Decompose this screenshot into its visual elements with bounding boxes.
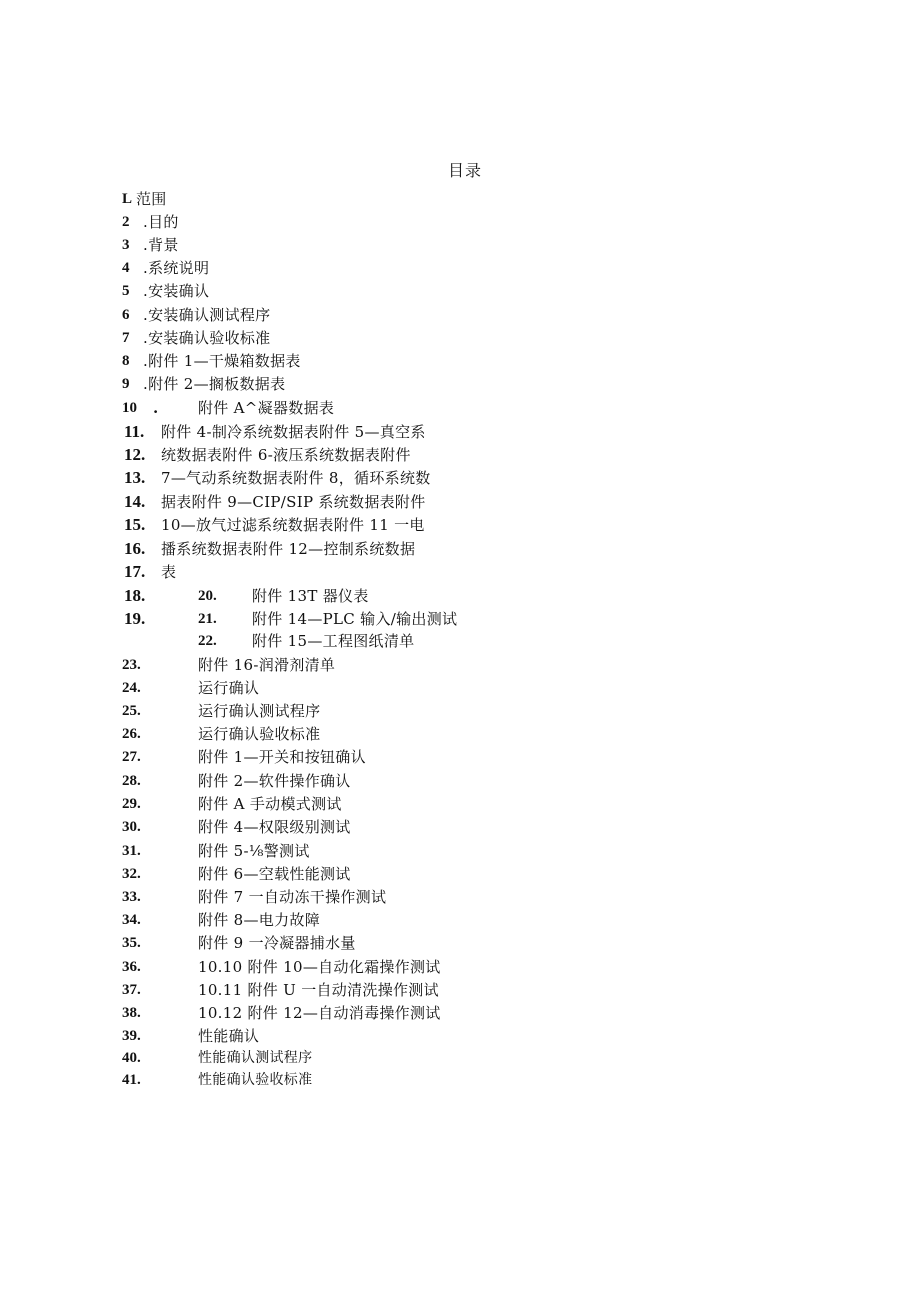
toc-text: .附件 2—搁板数据表 xyxy=(143,375,286,393)
toc-number: 30. xyxy=(122,819,141,835)
toc-number: L xyxy=(122,191,133,207)
toc-text: .系统说明 xyxy=(143,259,210,277)
toc-number: 8 xyxy=(122,353,130,369)
toc-text: 据表附件 9—CIP/SIP 系统数据表附件 xyxy=(161,493,426,511)
toc-text: 运行确认验收标准 xyxy=(198,725,321,743)
toc-number: 33. xyxy=(122,889,141,905)
toc-text: 性能确认验收标准 xyxy=(198,1072,313,1088)
toc-number: 6 xyxy=(122,307,130,323)
toc-text: .背景 xyxy=(143,236,179,254)
toc-text: 附件 6—空载性能测试 xyxy=(198,865,351,883)
toc-text: 范围 xyxy=(136,190,167,208)
toc-title: 目录 xyxy=(447,161,482,180)
toc-number: 10 xyxy=(122,400,137,416)
toc-number: 39. xyxy=(122,1028,141,1044)
toc-text: 统数据表附件 6-液压系统数据表附件 xyxy=(161,446,411,464)
toc-number: 41. xyxy=(122,1072,141,1088)
toc-number: 34. xyxy=(122,912,141,928)
toc-text: .目的 xyxy=(143,213,179,231)
toc-subnumber: 22. xyxy=(198,633,217,649)
toc-number: 38. xyxy=(122,1005,141,1021)
toc-number: 7 xyxy=(122,330,130,346)
toc-text: 附件 2—软件操作确认 xyxy=(198,772,351,790)
toc-text: 附件 A^凝器数据表 xyxy=(198,399,335,417)
toc-number: 15. xyxy=(124,515,146,534)
toc-text: 附件 14—PLC 输入/输出测试 xyxy=(252,610,458,628)
toc-number: 37. xyxy=(122,982,141,998)
toc-number: 11. xyxy=(124,422,145,441)
toc-number: 32. xyxy=(122,866,141,882)
toc-text: 运行确认 xyxy=(198,679,260,697)
toc-number: 24. xyxy=(122,680,141,696)
toc-number: 35. xyxy=(122,935,141,951)
toc-number: 3 xyxy=(122,237,130,253)
toc-text: 10.10 附件 10—自动化霜操作测试 xyxy=(198,958,441,976)
toc-text: 10—放气过滤系统数据表附件 11 一电 xyxy=(161,516,425,534)
toc-number: 9 xyxy=(122,376,130,392)
toc-text: 附件 9 一冷凝器捕水量 xyxy=(198,934,356,952)
toc-text: .安装确认验收标准 xyxy=(143,329,271,347)
toc-text: 附件 4—权限级别测试 xyxy=(198,818,351,836)
toc-text: 附件 4-制冷系统数据表附件 5—真空系 xyxy=(161,423,426,441)
toc-number: 12. xyxy=(124,445,146,464)
toc-text: 附件 15—工程图纸清单 xyxy=(252,632,415,650)
toc-text: 附件 13T 器仪表 xyxy=(252,587,369,605)
toc-text: 附件 1—开关和按钮确认 xyxy=(198,748,366,766)
toc-number: 40. xyxy=(122,1050,141,1066)
toc-text: 附件 7 一自动冻干操作测试 xyxy=(198,888,387,906)
toc-text: 性能确认 xyxy=(198,1027,260,1045)
toc-number: 31. xyxy=(122,843,141,859)
toc-text: 运行确认测试程序 xyxy=(198,702,321,720)
toc-subnumber: 20. xyxy=(198,588,217,604)
toc-subnumber: 21. xyxy=(198,611,217,627)
toc-number: 27. xyxy=(122,749,141,765)
toc-text: 性能确认测试程序 xyxy=(198,1050,313,1066)
toc-number: 5 xyxy=(122,283,130,299)
toc-number: 36. xyxy=(122,959,141,975)
toc-text: .安装确认测试程序 xyxy=(143,306,271,324)
toc-number: 18. xyxy=(124,586,146,605)
toc-text: 附件 5-⅛警测试 xyxy=(198,842,310,860)
toc-text: 附件 A 手动模式测试 xyxy=(198,795,342,813)
toc-number: 23. xyxy=(122,657,141,673)
toc-text: 10.12 附件 12—自动消毒操作测试 xyxy=(198,1004,441,1022)
toc-number: 29. xyxy=(122,796,141,812)
toc-text: .附件 1—干燥箱数据表 xyxy=(143,352,301,370)
toc-number: 16. xyxy=(124,539,146,558)
toc-number: 13. xyxy=(124,468,146,487)
toc-number: 26. xyxy=(122,726,141,742)
toc-number: 19. xyxy=(124,609,146,628)
toc-text: 附件 8—电力故障 xyxy=(198,911,321,929)
toc-text: 10.11 附件 U 一自动清洗操作测试 xyxy=(198,981,439,999)
toc-number: 4 xyxy=(122,260,130,276)
toc-text: 7—气动系统数据表附件 8，循环系统数 xyxy=(161,469,431,487)
toc-dot: . xyxy=(153,399,159,417)
toc-number: 14. xyxy=(124,492,146,511)
toc-number: 28. xyxy=(122,773,141,789)
toc-number: 25. xyxy=(122,703,141,719)
toc-text: 表 xyxy=(161,563,177,581)
toc-text: 播系统数据表附件 12—控制系统数据 xyxy=(161,540,416,558)
toc-number: 2 xyxy=(122,214,130,230)
toc-text: 附件 16-润滑剂清单 xyxy=(198,656,336,674)
toc-number: 17. xyxy=(124,562,146,581)
toc-text: .安装确认 xyxy=(143,282,210,300)
